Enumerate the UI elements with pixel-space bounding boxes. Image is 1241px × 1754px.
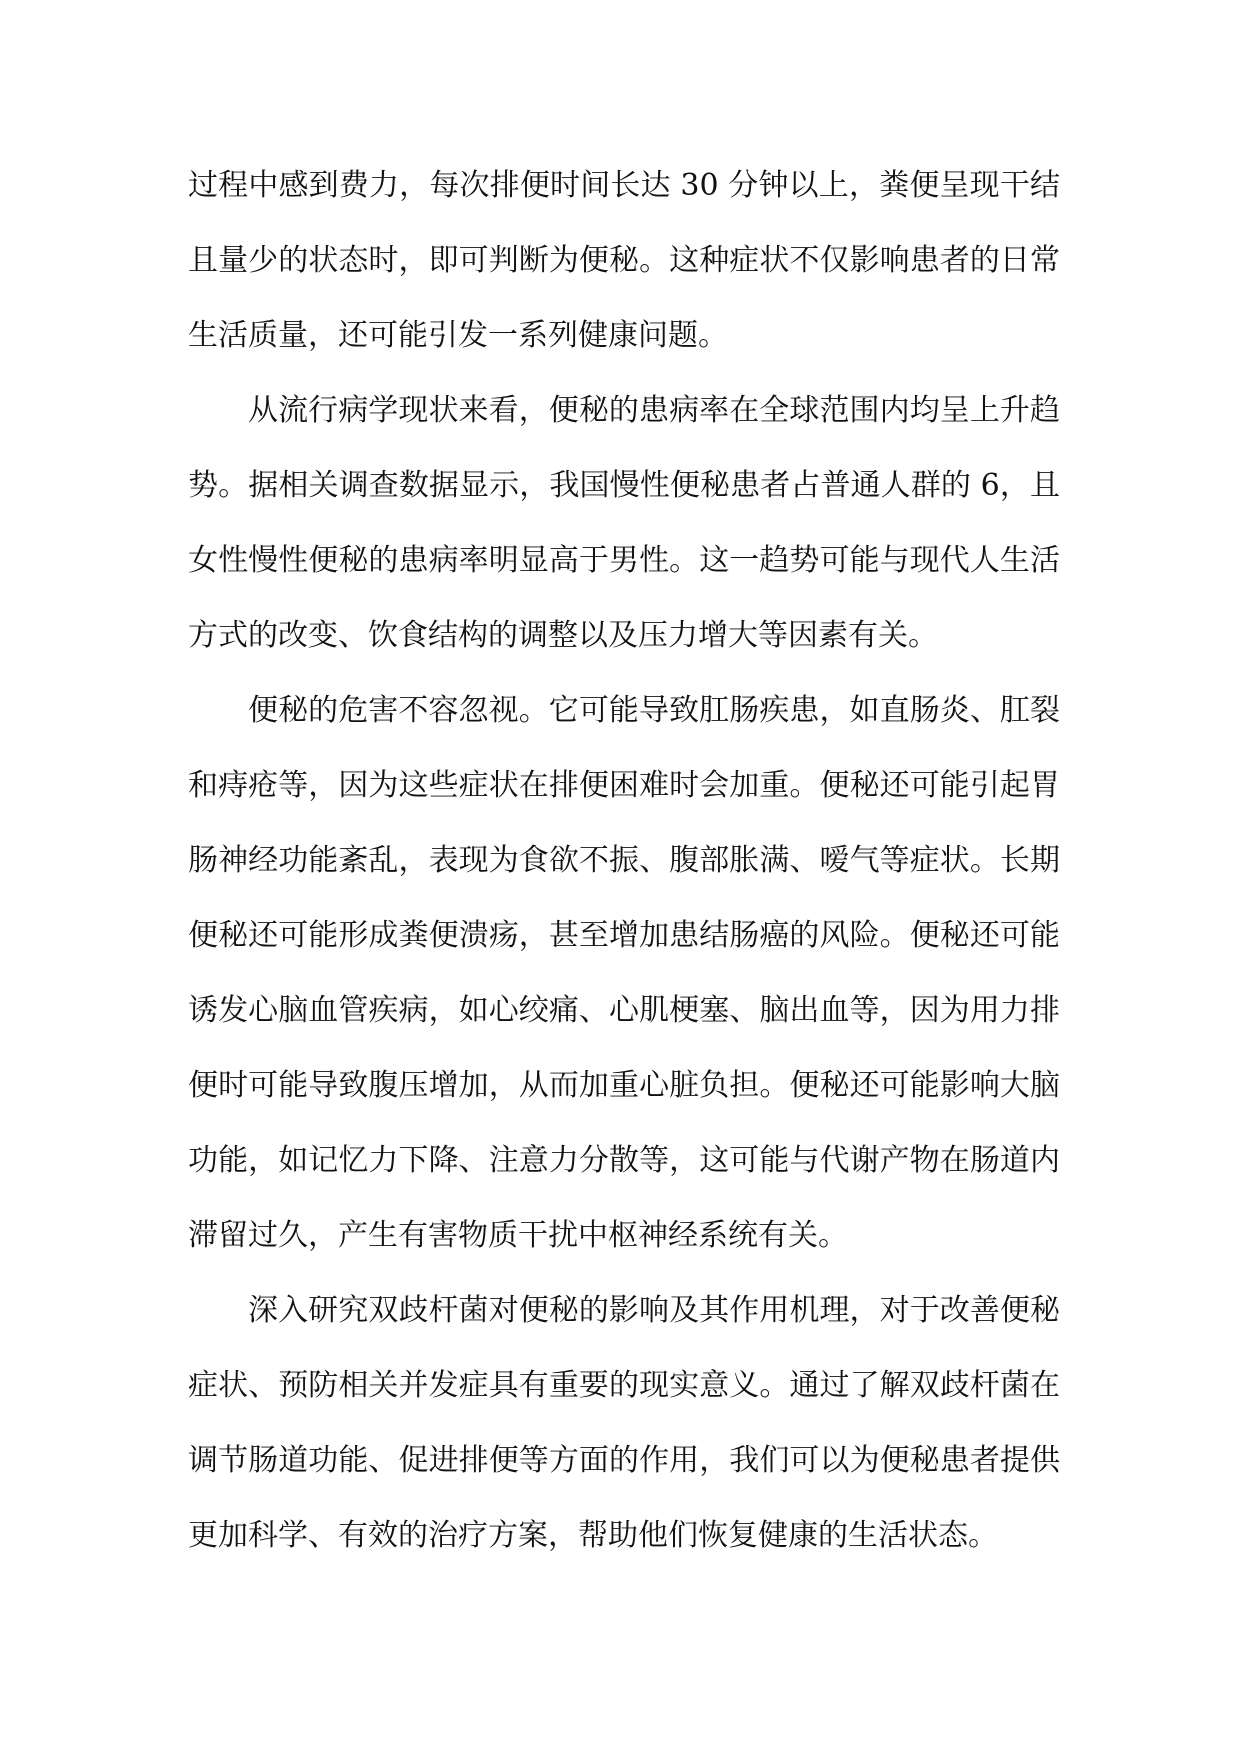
paragraph-harms: 便秘的危害不容忽视。它可能导致肛肠疾患，如直肠炎、肛裂和痔疮等，因为这些症状在排便困难时会加重。便秘还可能引起胃肠神经功能紊乱，表现为食欲不振、腹部胀满、嗳气等症状。长期便秘还可能形成粪便溃疡，甚至增加患结肠癌的风险。便秘还可能诱发心脑血管疾病，如心绞痛、心肌梗塞、脑出血等，因为用力排便时可能导致腹压增加，从而加重心脏负担。便秘还可能影响大脑功能，如记忆力下降、注意力分散等，这可能与代谢产物在肠道内滞留过久，产生有害物质干扰中枢神经系统有关。: [188, 693, 1060, 1253]
paragraph-significance: 深入研究双歧杆菌对便秘的影响及其作用机理，对于改善便秘症状、预防相关并发症具有重要的现实意义。通过了解双歧杆菌在调节肠道功能、促进排便等方面的作用，我们可以为便秘患者提供更加科学、有效的治疗方案，帮助他们恢复健康的生活状态。: [188, 1293, 1060, 1553]
paragraph-epidemiology: 从流行病学现状来看，便秘的患病率在全球范围内均呈上升趋势。据相关调查数据显示，我国慢性便秘患者占普通人群的 6，且女性慢性便秘的患病率明显高于男性。这一趋势可能与现代人生活方式的改变、饮食结构的调整以及压力增大等因素有关。: [188, 393, 1060, 653]
paragraph-continuation: 过程中感到费力，每次排便时间长达 30 分钟以上，粪便呈现干结且量少的状态时，即可判断为便秘。这种症状不仅影响患者的日常生活质量，还可能引发一系列健康问题。: [188, 168, 1060, 353]
document-body: [188, 148, 1060, 1573]
